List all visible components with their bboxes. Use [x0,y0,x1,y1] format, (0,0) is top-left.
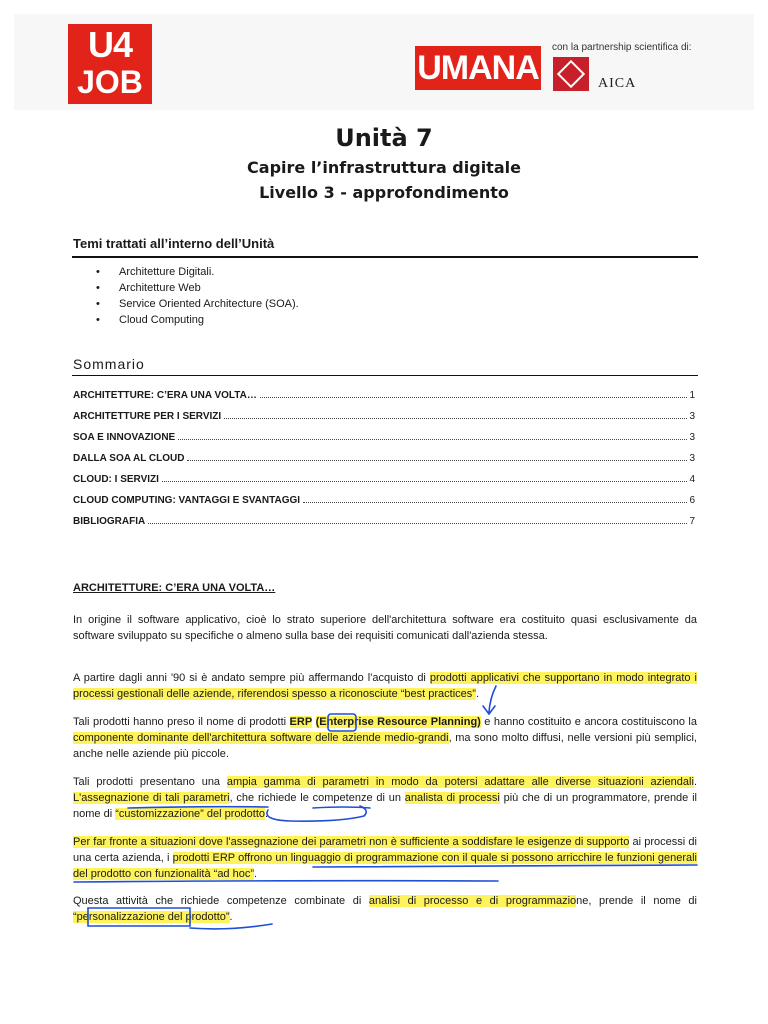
toc-page: 3 [689,432,695,443]
toc-label[interactable]: CLOUD COMPUTING: VANTAGGI E SVANTAGGI [73,495,301,506]
highlighted-text: prodotti applicativi che supportano in modo integrato i processi gestionali delle aziende, riferendosi spesso a riconosciute “best practices” [73,672,697,700]
list-item: • Architetture Digitali. [96,266,215,278]
highlighted-text: analisi di processo e di programmazio [368,895,577,907]
table-of-contents [73,390,695,537]
toc-label[interactable]: DALLA SOA AL CLOUD [73,453,185,464]
paragraph: A partire dagli anni '90 si è andato sempre più affermando l'acquisto di prodotti applicativi che supportano in modo integrato i processi gestionali delle aziende, riferendosi spesso a riconosciute “best practices”. [73,672,697,700]
umana-logo: UMANA [415,46,541,90]
toc-label[interactable]: ARCHITETTURE: C’ERA UNA VOLTA… [73,390,257,401]
highlighted-text: (Enterprise Resource Planning) [315,716,481,728]
aica-logo-icon [553,57,589,91]
list-item: • Architetture Web [96,282,201,294]
bullet-icon: • [96,314,100,326]
unit-level: Livello 3 - approfondimento [259,183,509,202]
list-item: • Service Oriented Architecture (SOA). [96,298,299,310]
bullet-icon: • [96,266,100,278]
toc-page: 3 [689,411,695,422]
highlighted-text: Per far fronte a situazioni dove l'assegnazione dei parametri non è sufficiente a soddisfare le esigenze di supporto [73,836,630,848]
toc-label[interactable]: BIBLIOGRAFIA [73,516,146,527]
unit-title: Unità 7 [335,124,433,152]
paragraph: In origine il software applicativo, cioè lo strato superiore dell'architettura software era costituito quasi esclusivamente da software sviluppato su specifiche o almeno sulla base dei requisiti comunicati dall'azienda stessa. [73,614,697,642]
bullet-icon: • [96,298,100,310]
section-heading: ARCHITETTURE: C’ERA UNA VOLTA… [73,582,276,594]
divider [72,256,698,258]
divider [72,375,698,376]
toc-label[interactable]: SOA E INNOVAZIONE [73,432,176,443]
unit-subtitle: Capire l’infrastruttura digitale [247,158,521,177]
toc-page: 1 [689,390,695,401]
highlighted-text: ampia gamma di parametri in modo da potersi adattare alle diverse situazioni aziendali [226,776,694,788]
u4job-logo-line1: U4 [87,24,133,65]
aica-logo-text: AICA [598,76,637,91]
toc-entry[interactable] [73,516,695,537]
toc-page: 6 [689,495,695,506]
bullet-icon: • [96,282,100,294]
highlighted-text: ERP [289,716,313,728]
highlighted-text: componente dominante dell'architettura software delle aziende medio-grandi [73,732,449,744]
partner-text: con la partnership scientifica di: [552,42,692,53]
highlighted-text: L'assegnazione di tali parametri [73,792,230,804]
highlighted-text: “customizzazione” del prodotto [115,808,265,820]
toc-page: 3 [689,453,695,464]
toc-page: 4 [689,474,695,485]
highlighted-text: prodotti ERP offrono un linguaggio di programmazione con il quale si possono arricchire le funzioni generali del prodotto con funzionalità “ad hoc” [73,852,697,880]
paragraph: Per far fronte a situazioni dove l'assegnazione dei parametri non è sufficiente a soddisfare le esigenze di supporto ai processi di una certa azienda, i prodotti ERP offrono un linguaggio di programmazione con il quale si possono arricchire le funzioni generali del prodotto con funzionalità “ad hoc”. [73,836,697,880]
toc-entry[interactable] [73,453,695,474]
highlighted-text: analista di processi [404,792,500,804]
summary-heading: Sommario [73,356,145,372]
highlighted-text: “personalizzazione del prodotto” [73,911,230,923]
list-item: • Cloud Computing [96,314,204,326]
toc-entry[interactable] [73,390,695,411]
topics-list [96,264,299,328]
paragraph: Questa attività che richiede competenze combinate di analisi di processo e di programmazione, prende il nome di “personalizzazione del prodotto”. [73,895,697,923]
toc-entry[interactable] [73,432,695,453]
topics-heading: Temi trattati all’interno dell’Unità [73,236,275,251]
u4job-logo [68,24,152,104]
toc-label[interactable]: ARCHITETTURE PER I SERVIZI [73,411,222,422]
toc-page: 7 [689,516,695,527]
toc-entry[interactable] [73,495,695,516]
toc-label[interactable]: CLOUD: I SERVIZI [73,474,159,485]
u4job-logo-line2: JOB [77,64,143,100]
toc-entry[interactable] [73,411,695,432]
toc-entry[interactable] [73,474,695,495]
paragraph: Tali prodotti presentano una ampia gamma di parametri in modo da potersi adattare alle diverse situazioni aziendali. L'assegnazione di tali parametri, che richiede le competenze di un analista di processi più che di un programmatore, prende il nome di “customizzazione” del prodotto. [73,776,697,820]
paragraph: Tali prodotti hanno preso il nome di prodotti ERP (Enterprise Resource Planning) e hanno costituito e ancora costituiscono la componente dominante dell'architettura software delle aziende medio-grandi, ma sono molto diffusi, nelle versioni più semplici, anche nelle aziende più piccole. [73,716,697,760]
